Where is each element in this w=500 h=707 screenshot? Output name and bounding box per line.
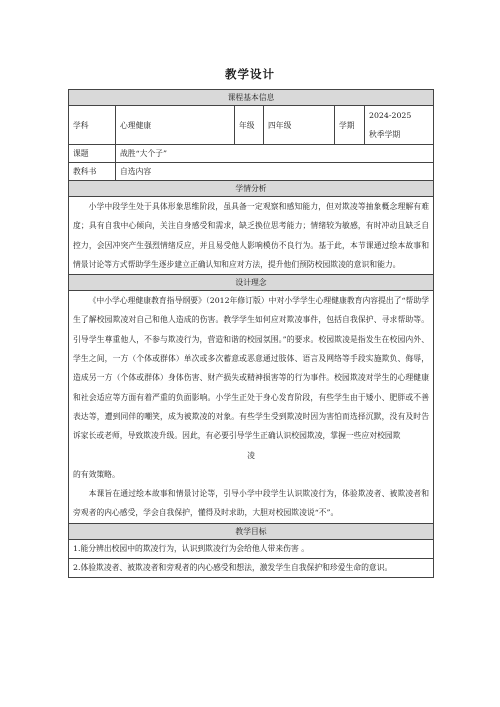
textbook-value: 自选内容 xyxy=(116,163,434,181)
basic-info-header: 课程基本信息 xyxy=(69,90,434,106)
grade-label: 年级 xyxy=(235,106,264,145)
topic-row xyxy=(69,145,434,163)
analysis-cell xyxy=(69,197,434,275)
concept-cell xyxy=(69,291,434,524)
lesson-plan-table xyxy=(68,89,434,578)
topic-label: 课题 xyxy=(69,145,116,163)
analysis-header: 学情分析 xyxy=(69,181,434,197)
goal-item: 1.能分辨出校园中的欺凌行为，认识到欺凌行为会给他人带来伤害 。 xyxy=(69,539,434,558)
concept-paragraph-2: 本课旨在通过绘本故事和情景讨论等，引导小学中段学生认识欺凌行为，体验欺凌者、被欺凌者和旁观者的内心感受，学会自我保护，懂得及时求助，大胆对校园欺凌说“不”。 xyxy=(73,489,429,518)
page-title: 教学设计 xyxy=(225,67,275,81)
goal-item: 2.体验欺凌者、被欺凌者和旁观者的内心感受和想法，激发学生自我保护和珍爱生命的意识。 xyxy=(69,558,434,577)
textbook-label: 教科书 xyxy=(69,163,116,181)
term-year: 2024-2025 xyxy=(369,111,412,120)
subject-value: 心理健康 xyxy=(116,106,235,145)
basic-info-header-row xyxy=(69,90,434,106)
subject-label: 学科 xyxy=(69,106,116,145)
goal-item-row xyxy=(69,539,434,558)
grade-value: 四年级 xyxy=(264,106,335,145)
concept-header: 设计理念 xyxy=(69,275,434,291)
textbook-row xyxy=(69,163,434,181)
concept-header-row xyxy=(69,275,434,291)
concept-paragraph-1-end: 的有效策略。 xyxy=(73,469,120,479)
analysis-text: 小学中段学生处于具体形象思维阶段，虽具备一定观察和感知能力，但对欺凌等抽象概念理解有难度；具有自我中心倾向，关注自身感受和需求，缺乏换位思考能力；情绪较为敏感，有时冲动且缺乏自控力，会因冲突产生强烈情绪反应，并且易受他人影响模仿不良行为。基于此，本节课通过绘本故事和情景讨论等方式帮助学生逐步建立正确认知和应对方法，提升他们预防校园欺凌的意识和能力。 xyxy=(73,202,429,269)
concept-row xyxy=(69,291,434,524)
goal-item-row xyxy=(69,558,434,577)
term-label: 学期 xyxy=(335,106,365,145)
goals-header-row xyxy=(69,523,434,539)
analysis-row xyxy=(69,197,434,275)
goals-header: 教学目标 xyxy=(69,523,434,539)
basic-info-row xyxy=(69,106,434,145)
concept-paragraph-1: 《中小学心理健康教育指导纲要》（2012年修订版）中对小学学生心理健康教育内容提出了“帮助学生了解校园欺凌对自己和他人造成的伤害。教学学生如何应对欺凌事件，包括自我保护、寻求帮助等。引导学生尊重他人，不参与欺凌行为，营造和谐的校园氛围。”的要求。校园欺凌是指发生在校园内外、学生之间，一方（个体或群体）单次或多次蓄意或恶意通过肢体、语言及网络等手段实施欺负、侮辱，造成另一方（个体或群体）身体伤害、财产损失或精神损害等的行为事件。校园欺凌对学生的心理健康和社会适应等方面有着严重的负面影响。小学生正处于身心发育阶段，有些学生由于矮小、肥胖或不善表达等，遭到同伴的嘲笑，成为被欺凌的对象。有些学生受到欺凌时因为害怕而选择沉默，没有及时告诉家长或老师，导致欺凌升级。因此，有必要引导学生正确认识校园欺凌，掌握一些应对校园欺 xyxy=(73,296,429,441)
topic-value: 战胜“大个子” xyxy=(116,145,434,163)
analysis-header-row xyxy=(69,181,434,197)
concept-paragraph-1-tail: 凌 xyxy=(247,450,255,460)
term-value xyxy=(365,106,434,145)
term-name: 秋季学期 xyxy=(369,130,401,139)
